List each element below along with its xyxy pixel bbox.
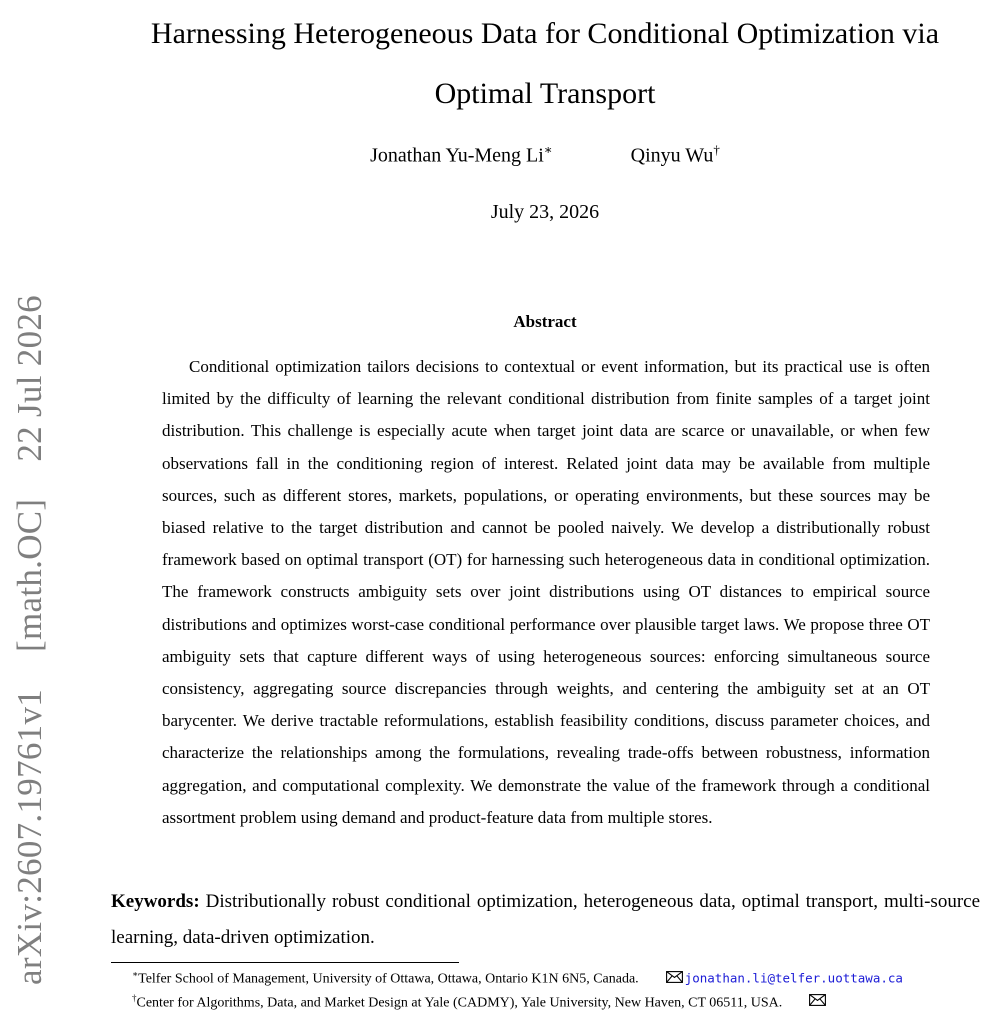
author-2: Qinyu Wu† <box>630 142 720 167</box>
footnotes <box>111 965 991 1012</box>
paper-title: Harnessing Heterogeneous Data for Conditional Optimization via Optimal Transport <box>150 17 940 110</box>
keywords-text: Distributionally robust conditional optimization, heterogeneous data, optimal transport, multi-source learning, data-driven optimization. <box>111 891 981 948</box>
arxiv-id: arXiv:2607.19761v1 <box>10 688 49 985</box>
author-1-mark: ∗ <box>543 142 553 157</box>
footnote-divider <box>111 962 459 963</box>
author-2-mark: † <box>713 142 720 157</box>
email-link[interactable]: jonathan.li@telfer.uottawa.ca <box>684 970 903 986</box>
keywords-label: Keywords: <box>111 891 200 912</box>
mail-icon <box>645 970 683 989</box>
abstract-body: Conditional optimization tailors decisions to contextual or event information, but its practical use is often limited by the difficulty of learning the relevant conditional distribution from finite samples of a target joint distribution. This challenge is especially acute when target joint data are scarce or unavailable, or when few observations fall in the conditioning region of interest. Related joint data may be available from multiple sources, such as different stores, markets, populations, or operating environments, but these sources may be biased relative to the target distribution and cannot be pooled naively. We develop a distributionally robust framework based on optimal transport (OT) for harnessing such heterogeneous data in conditional optimization. The framework constructs ambiguity sets over joint distributions using OT distances to empirical source distributions and optimizes worst-case conditional performance over plausible target laws. We propose three OT ambiguity sets that capture different ways of using heterogeneous sources: enforcing simultaneous source consistency, aggregating source discrepancies through weights, and centering the ambiguity set at an OT barycenter. We derive tractable reformulations, establish feasibility conditions, discuss parameter choices, and characterize the relationships among the formulations, revealing trade-offs between robustness, information aggregation, and computational complexity. We demonstrate the value of the framework through a conditional assortment problem using demand and product-feature data from multiple stores. <box>162 357 930 827</box>
mail-icon <box>788 993 826 1012</box>
footnote-1: ∗Telfer School of Management, University of Ottawa, Ottawa, Ontario K1N 6N5, Canada. jonathan.li@telfer.uottawa.ca <box>132 969 903 987</box>
author-list <box>100 142 990 168</box>
arxiv-date: 22 Jul 2026 <box>10 295 49 462</box>
footnote-2: †Center for Algorithms, Data, and Market Design at Yale (CADMY), Yale University, New Haven, CT 06511, USA. <box>111 989 991 1012</box>
footnote-1-mark: ∗ <box>132 969 139 979</box>
paper-date: July 23, 2026 <box>490 201 600 223</box>
author-1: Jonathan Yu-Meng Li∗ <box>370 142 553 167</box>
footnote-2-mark: † <box>132 992 137 1003</box>
keywords <box>111 884 980 956</box>
arxiv-side-stamp <box>10 295 50 985</box>
abstract-heading: Abstract <box>513 312 577 331</box>
arxiv-category: [math.OC] <box>10 498 49 652</box>
